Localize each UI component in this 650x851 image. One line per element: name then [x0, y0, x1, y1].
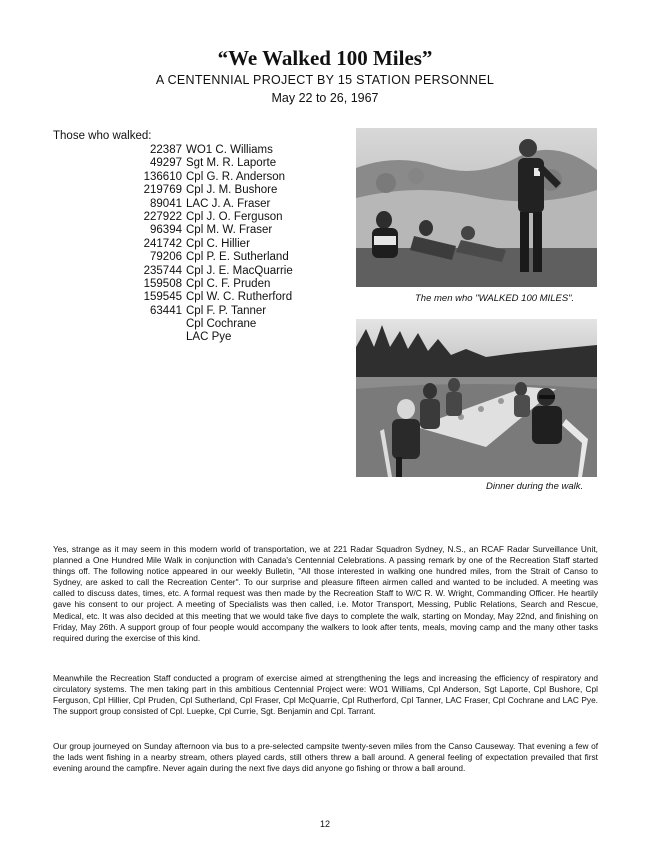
walker-name: Cpl W. C. Rutherford: [186, 291, 293, 304]
walker-name: Cpl J. O. Ferguson: [186, 210, 283, 223]
walker-row: [100, 291, 320, 304]
walker-name: Cpl C. Hillier: [186, 237, 250, 250]
service-number: 159508: [143, 277, 182, 290]
walker-name: Cpl Cochrane: [186, 318, 257, 331]
walkers-heading: Those who walked:: [53, 130, 152, 142]
photo2-caption: Dinner during the walk.: [486, 481, 584, 492]
walker-row: [100, 198, 320, 211]
walker-row: [100, 171, 320, 184]
service-number: 79206: [150, 251, 182, 264]
walker-name: Cpl G. R. Anderson: [186, 170, 286, 183]
service-number: 22387: [150, 144, 182, 156]
service-number: 235744: [143, 264, 182, 277]
walker-name: LAC Pye: [186, 331, 232, 344]
body-paragraph-1: Yes, strange as it may seem in this modern world of transportation, we at 221 Radar Squadron Sydney, N.S., an RCAF Radar Surveillance Unit, planned a One Hundred Mile Walk in conjunction with Canada's Centennial Celebrations. A passing remark by one of the Recreation Staff started things off. The following notice appeared in our weekly Bulletin, "All those interested in walking one hundred miles, from the Strait of Canso to Sydney, are asked to call the Recreation Center". To our surprise and pleasure fifteen airmen called and wanted to be included. A meeting was called to discuss dates, times, etc. A formal request was then made by the Recreation Staff to W/C R. W. Wright, Commanding Officer. He heartily gave his consent to our project. A meeting of Specialists was then called, i.e. Motor Transport, Messing, Public Relations, Search and Rescue, Medical, etc. It was also decided at this meeting that we would take five days to complete the walk, starting on Monday, May 22nd, and finishing on Friday, May 26th. A support group of four people would accompany the walkers to look after tents, meals, moving camp and the many other tasks required during the exercise of this kind.: [53, 544, 598, 643]
service-number: 49297: [150, 157, 182, 170]
service-number: 96394: [150, 224, 182, 237]
walker-name: Cpl P. E. Sutherland: [186, 251, 289, 264]
walker-row: [100, 184, 320, 197]
walker-row: [100, 144, 320, 157]
service-number: 63441: [150, 304, 182, 317]
walkers-resting-photo: [356, 128, 597, 287]
walker-row: [100, 331, 320, 344]
walker-name: LAC J. A. Fraser: [186, 197, 271, 210]
walker-row: [100, 251, 320, 264]
dinner-photo: [356, 319, 597, 477]
walker-row: [100, 157, 320, 170]
body-paragraph-3: Our group journeyed on Sunday afternoon via bus to a pre-selected campsite twenty-seven miles from the Canso Causeway. That evening a few of the lads went fishing in a nearby stream, others played cards, still others threw a ball around. A general feeling of expectation prevailed that first evening around the campfire. Never again during the next five days did anyone go fishing or throw a ball around.: [53, 741, 598, 774]
walker-row: [100, 265, 320, 278]
walker-name: Cpl J. E. MacQuarrie: [186, 264, 293, 277]
service-number: [100, 318, 186, 331]
walker-row: [100, 305, 320, 318]
walker-name: Cpl M. W. Fraser: [186, 224, 273, 237]
service-number: 159545: [143, 291, 182, 304]
article-title: “We Walked 100 Miles”: [217, 46, 433, 70]
service-number: 227922: [143, 210, 182, 223]
walker-name: Cpl F. P. Tanner: [186, 304, 267, 317]
article-subtitle: A CENTENNIAL PROJECT BY 15 STATION PERSONNEL: [155, 73, 495, 87]
walker-name: Cpl J. M. Bushore: [186, 184, 278, 197]
body-paragraph-2: Meanwhile the Recreation Staff conducted a program of exercise aimed at strengthening the legs and increasing the efficiency of respiratory and circulatory systems. The men taking part in this ambitious Centennial Project were: WO1 Williams, Cpl Anderson, Sgt Laporte, Cpl Bushore, Cpl Ferguson, Cpl Hillier, Cpl Pruden, Cpl Sutherland, Cpl Fraser, Cpl McQuarrie, Cpl Rutherford, Cpl Tanner, LAC Fraser, Cpl Cochrane and LAC Pye. The support group consisted of Cpl. Luepke, Cpl Currie, Sgt. Benjamin and Cpl. Tarrant.: [53, 673, 598, 717]
photo1-caption: The men who "WALKED 100 MILES".: [415, 293, 575, 304]
walker-row: [100, 211, 320, 224]
article-dates: May 22 to 26, 1967: [271, 91, 379, 105]
service-number: [100, 331, 186, 344]
walkers-list: [100, 144, 320, 345]
service-number: 219769: [143, 184, 182, 197]
walker-row: [100, 278, 320, 291]
walker-name: Sgt M. R. Laporte: [186, 157, 277, 170]
walker-row: [100, 318, 320, 331]
walker-row: [100, 238, 320, 251]
service-number: 136610: [143, 170, 182, 183]
walker-name: Cpl C. F. Pruden: [186, 277, 271, 290]
service-number: 241742: [143, 237, 182, 250]
walker-row: [100, 224, 320, 237]
walker-name: WO1 C. Williams: [186, 144, 273, 156]
page-number: 12: [319, 819, 330, 829]
service-number: 89041: [150, 197, 182, 210]
